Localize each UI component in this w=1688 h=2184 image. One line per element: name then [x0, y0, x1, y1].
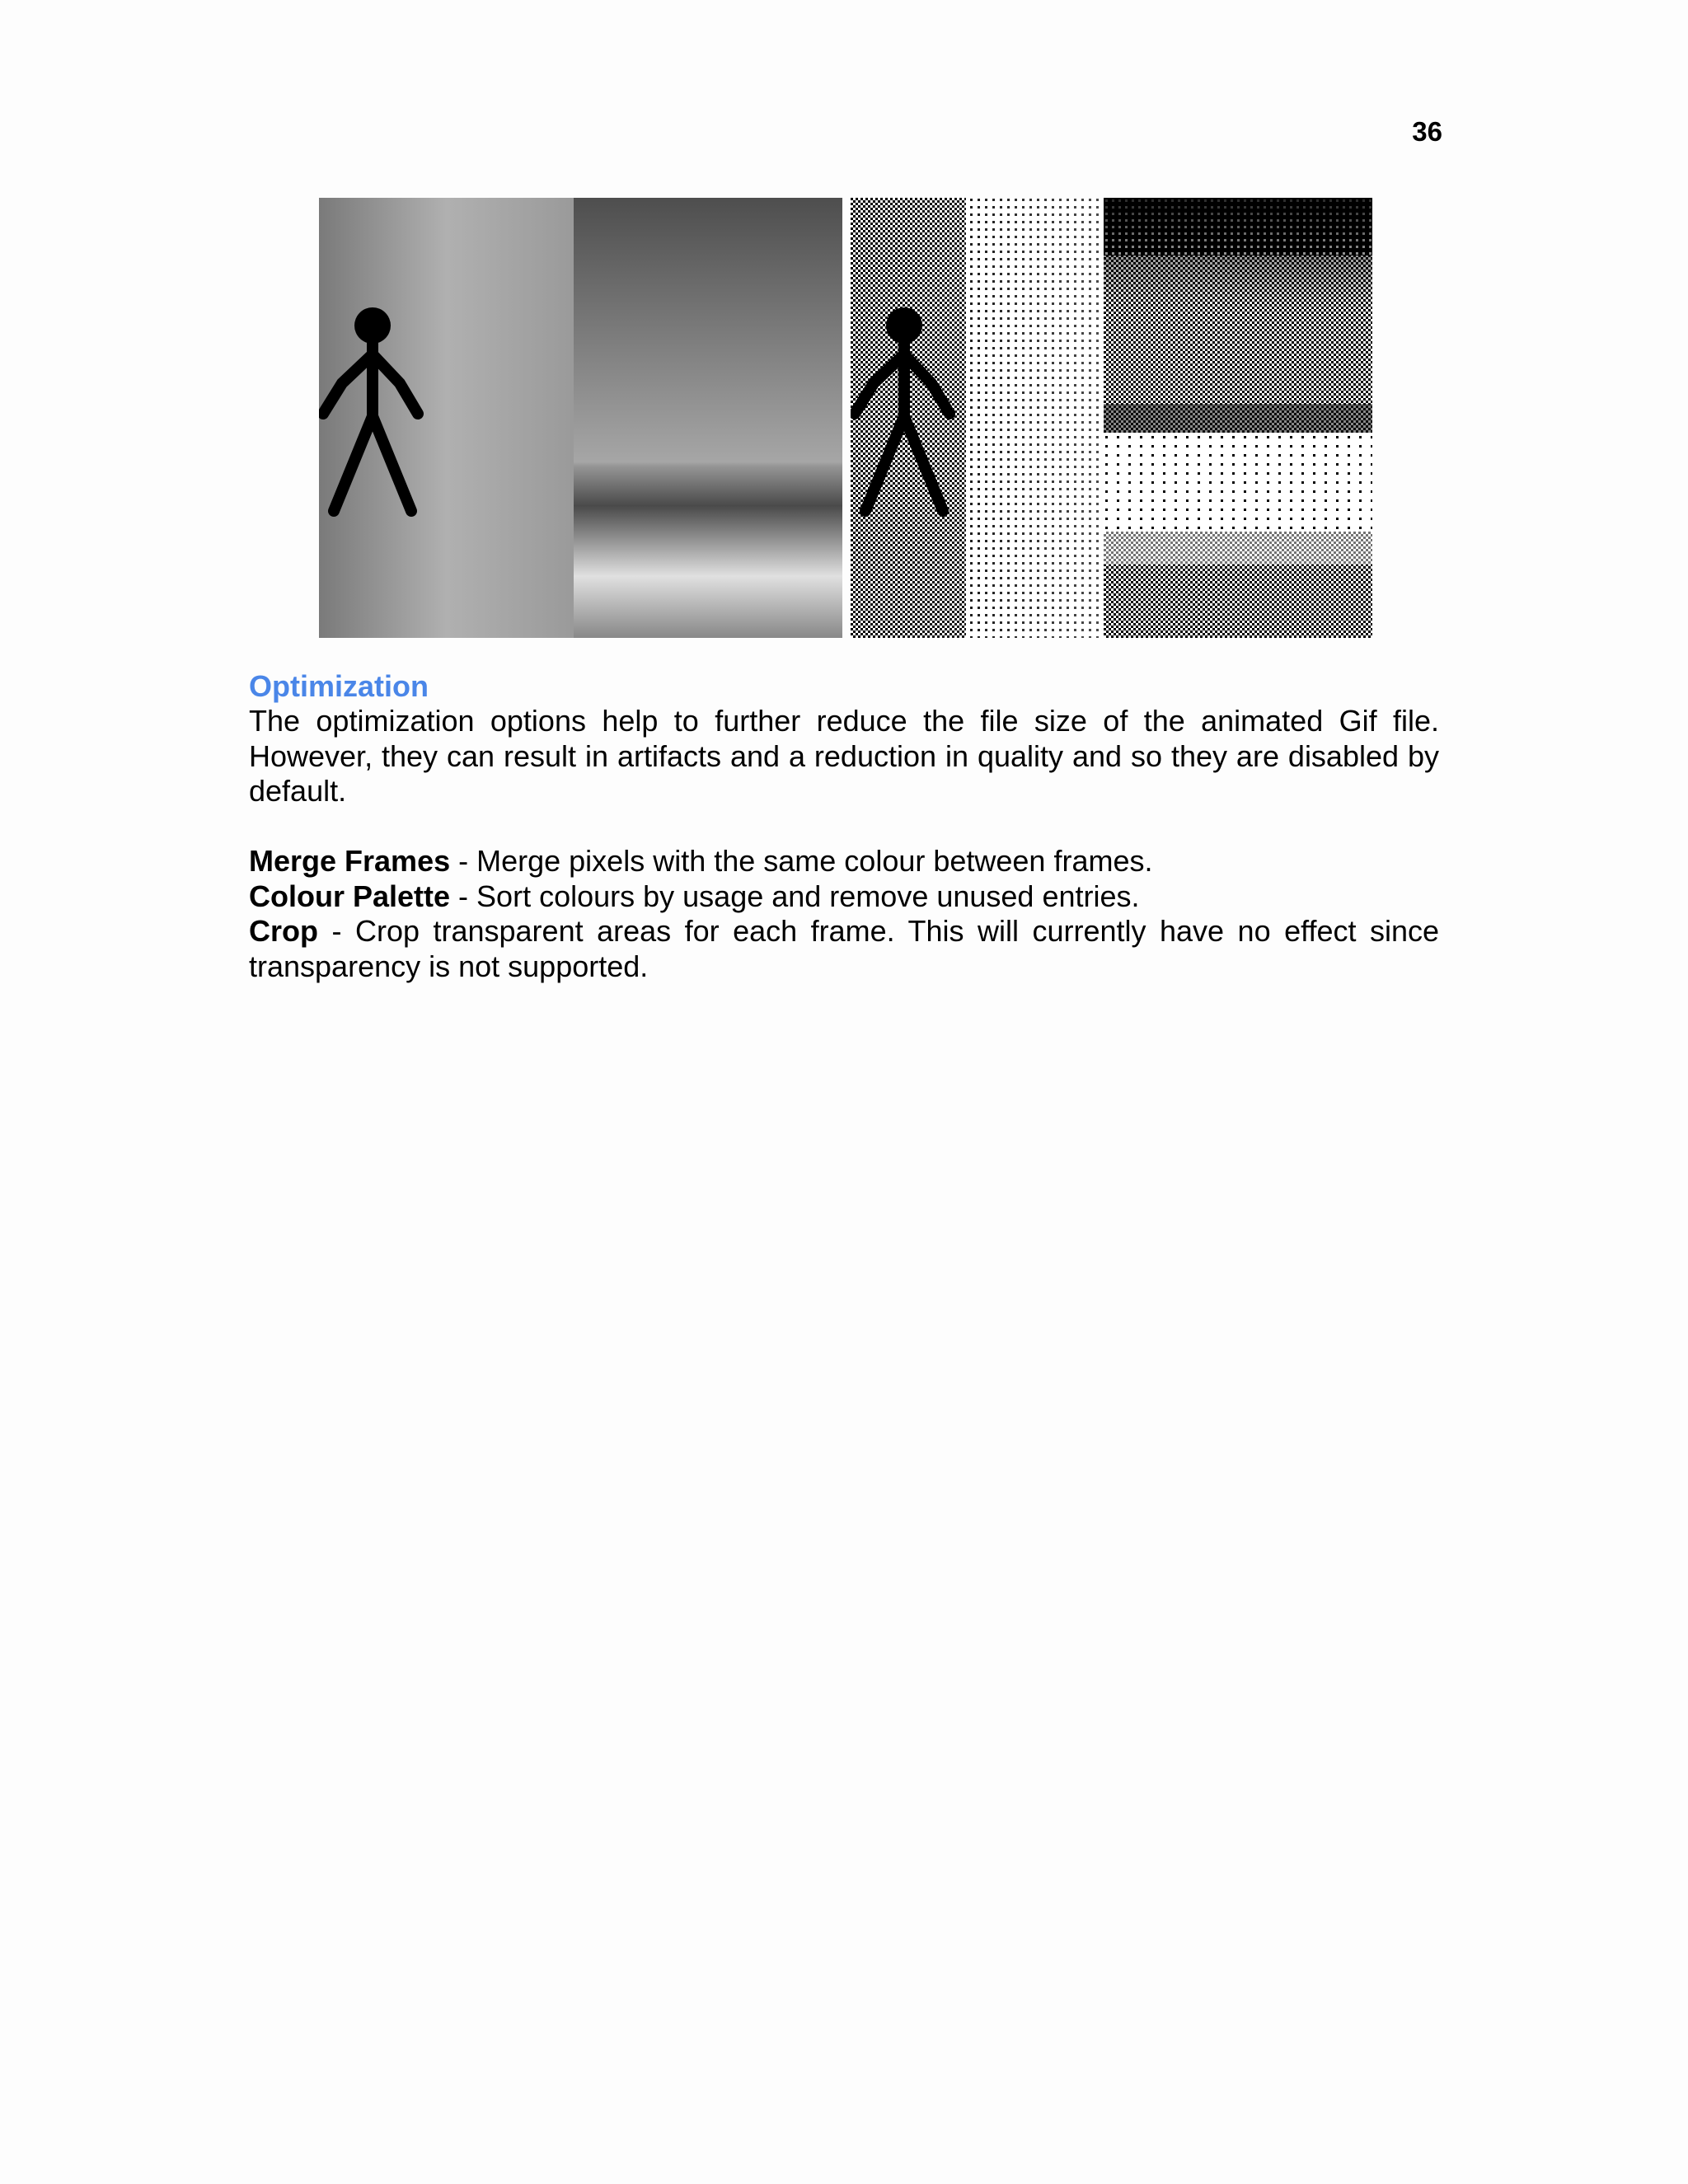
- option-description: Sort colours by usage and remove unused entries.: [476, 879, 1140, 913]
- option-name: Merge Frames: [249, 844, 451, 878]
- page-number: 36: [1412, 116, 1442, 147]
- section-optimization: [249, 669, 1439, 984]
- dithered-banded-panel: [1104, 198, 1372, 638]
- option-crop: Crop - Crop transparent areas for each frame. This will currently have no effect since transparency is not supported.: [249, 914, 1439, 983]
- option-name: Crop: [249, 914, 318, 948]
- figure: [319, 198, 1372, 638]
- option-name: Colour Palette: [249, 879, 451, 913]
- option-colour-palette: Colour Palette - Sort colours by usage and remove unused entries.: [249, 879, 1140, 913]
- option-description: Merge pixels with the same colour between frames.: [476, 844, 1153, 878]
- gradient-with-figure-panel: [319, 198, 574, 638]
- dithered-with-figure-panel: [851, 198, 1100, 638]
- option-description: Crop transparent areas for each frame. This will currently have no effect since transparency is not supported.: [249, 914, 1439, 983]
- gradient-banded-panel: [574, 198, 842, 638]
- section-paragraph: The optimization options help to further reduce the file size of the animated Gif file. However, they can result in artifacts and a reduction in quality and so they are disabled by default.: [249, 704, 1439, 808]
- section-heading: Optimization: [249, 669, 429, 703]
- option-merge-frames: Merge Frames - Merge pixels with the same colour between frames.: [249, 844, 1153, 878]
